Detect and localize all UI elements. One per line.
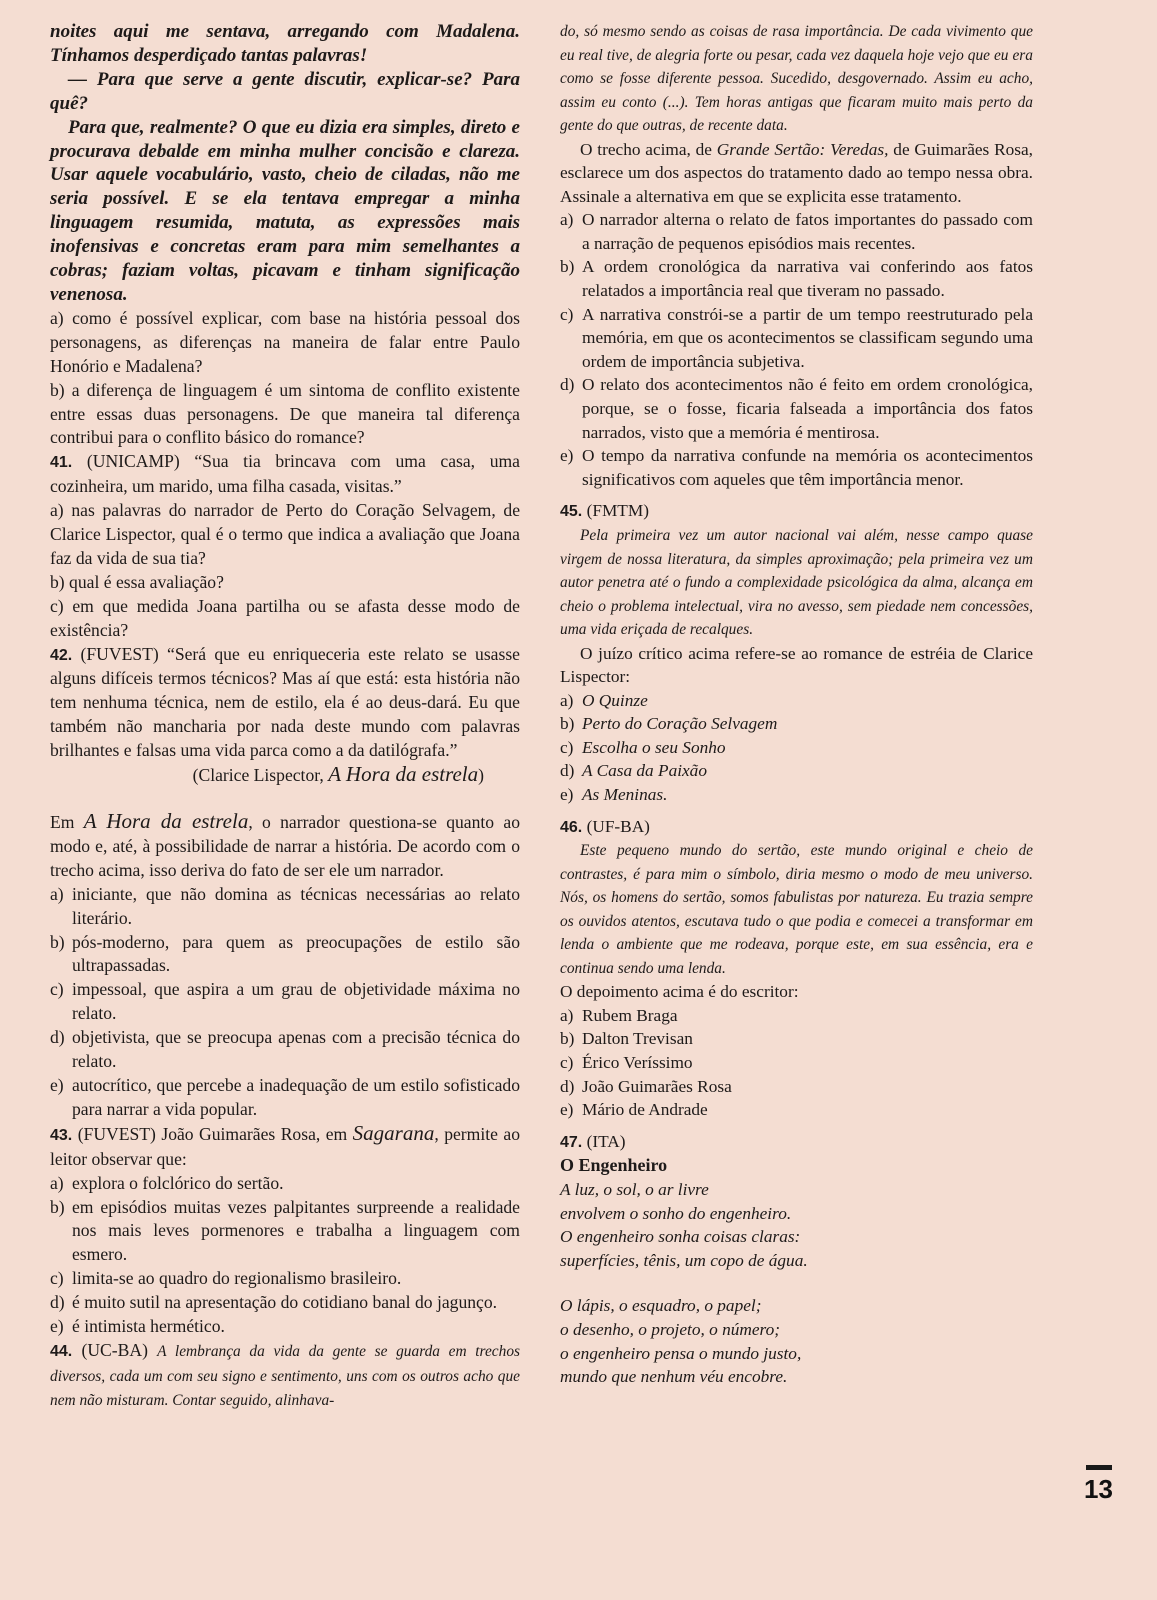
q45-option-b [560, 712, 1033, 736]
option-letter: c) [50, 979, 64, 1000]
q43-option-c [50, 1267, 520, 1291]
option-letter: a) [50, 883, 64, 904]
option-text: João Guimarães Rosa [582, 1076, 732, 1096]
q43-option-d [50, 1291, 520, 1315]
option-text: explora o folclórico do sertão. [72, 1172, 284, 1193]
q43-book-title: Sagarana [352, 1120, 435, 1145]
option-text: A Casa da Paixão [582, 761, 707, 781]
option-text: limita-se ao quadro do regionalismo brasileiro. [72, 1268, 402, 1289]
option-letter: d) [560, 375, 575, 395]
poem-line: A luz, o sol, o ar livre [560, 1180, 709, 1199]
option-letter: b) [50, 1196, 65, 1217]
poem-line: o desenho, o projeto, o número; [560, 1319, 780, 1339]
q45-option-c [560, 736, 1033, 760]
option-letter: b) [50, 931, 65, 952]
q46-option-e [560, 1098, 1033, 1122]
q42-statement [50, 643, 520, 764]
option-text: As Meninas. [582, 785, 668, 805]
q41-text: (UNICAMP) “Sua tia brincava com uma casa, uma cozinheira, um marido, uma filha casada, visitas.” [50, 451, 520, 497]
q46-source: (UF-BA) [586, 816, 650, 836]
option-text: Mário de Andrade [582, 1100, 708, 1120]
q45-option-d [560, 759, 1033, 783]
q44-option-b [560, 255, 1033, 302]
poem-line: o engenheiro pensa o mundo justo, [560, 1343, 802, 1363]
option-letter: c) [560, 737, 574, 757]
q44-option-e [560, 444, 1033, 491]
q42-option-b [50, 931, 520, 979]
q47-number: 47. [560, 1133, 583, 1151]
q43-option-a [50, 1172, 520, 1196]
q44-quote-continuation: do, só mesmo sendo as coisas de rasa importância. De cada vivimento que eu real tive, de alegria forte ou pesar, cada vez daquela hoje vejo que eu era como se fosse diferente pessoa. Sucedido, desgovernado. Assim eu acho, assim eu conto (...). Tem horas antigas que ficaram muito mais perto da gente do que outras, de recente data. [560, 23, 1033, 134]
q42-option-c [50, 978, 520, 1026]
poem-line: O lápis, o esquadro, o papel; [560, 1296, 762, 1316]
q44-statement [50, 1339, 520, 1413]
q45-number: 45. [560, 503, 583, 521]
q46-heading [560, 815, 1033, 840]
q42-number: 42. [50, 646, 73, 664]
q44-option-d [560, 373, 1033, 444]
q45-heading [560, 499, 1033, 524]
option-letter: d) [560, 1076, 575, 1096]
q44-source: (UC-BA) [81, 1339, 148, 1360]
q46-option-b [560, 1027, 1033, 1051]
poem-line: mundo que nenhum véu encobre. [560, 1367, 788, 1387]
option-text: é muito sutil na apresentação do cotidiano banal do jagunço. [72, 1292, 498, 1313]
q41-item: a) nas palavras do narrador de Perto do Coração Selvagem, de Clarice Lispector, qual é o termo que indica a avaliação que Joana faz da vida de sua tia? [50, 500, 520, 568]
option-letter: b) [560, 714, 575, 734]
option-letter: b) [560, 257, 575, 277]
option-letter: d) [560, 761, 575, 781]
q45-option-e [560, 783, 1033, 807]
q40-item: b) a diferença de linguagem é um sintoma de conflito existente entre essas duas personagens. De que maneira tal diferença contribui para o conflito básico do romance? [50, 379, 520, 448]
option-letter: e) [560, 785, 574, 805]
option-letter: d) [50, 1292, 65, 1313]
q46-option-d [560, 1075, 1033, 1099]
excerpt-paragraph: — Para que serve a gente discutir, explicar-se? Para quê? [50, 68, 520, 114]
q42-option-d [50, 1026, 520, 1074]
option-text: O narrador alterna o relato de fatos importantes do passado com a narração de pequenos episódios mais recentes. [582, 210, 1033, 253]
option-text: autocrítico, que percebe a inadequação de um estilo sofisticado para narrar a vida popular. [72, 1074, 520, 1119]
q43-text: (FUVEST) João Guimarães Rosa, em [77, 1123, 348, 1144]
q43-text: , permite ao leitor observar que: [50, 1123, 520, 1169]
option-letter: a) [560, 210, 574, 230]
q43-option-b [50, 1196, 520, 1268]
option-text: Perto do Coração Selvagem [582, 714, 778, 734]
prompt-text: Em [50, 812, 75, 832]
q42-option-a [50, 883, 520, 931]
excerpt-paragraph: Para que, realmente? O que eu dizia era simples, direto e procurava debalde em minha mulher concisão e clareza. Usar aquele vocabulário, vasto, cheio de ciladas, não me seria possível. E se ela tentava empregar a minha linguagem resumida, matuta, as expressões mais inofensivas e concretas eram para mim semelhantes a cobras; faziam voltas, picavam e tinham significação venenosa. [50, 116, 520, 305]
excerpt-paragraph: noites aqui me sentava, arregando com Madalena. Tínhamos desperdiçado tantas palavras! [50, 21, 520, 66]
q44-prompt [560, 138, 1033, 209]
q43-statement [50, 1122, 520, 1172]
option-letter: e) [50, 1316, 64, 1337]
poem-stanza-2 [560, 1294, 1033, 1388]
option-letter: a) [50, 1172, 64, 1193]
q45-prompt: O juízo crítico acima refere-se ao romance de estréia de Clarice Lispector: [560, 643, 1033, 687]
page-number-bar [1086, 1465, 1112, 1470]
option-text: O Quinze [582, 690, 648, 710]
q41-item: b) qual é essa avaliação? [50, 571, 224, 592]
q41-number: 41. [50, 454, 73, 472]
q42-option-e [50, 1074, 520, 1122]
q45-source: (FMTM) [586, 501, 649, 521]
q44-option-c [560, 303, 1033, 374]
q42-prompt [50, 810, 520, 883]
q45-quote: Pela primeira vez um autor nacional vai além, nesse campo quase virgem de nossa literatura, da simples aproximação; pela primeira vez um autor penetra até o fundo a complexidade psicológica da alma, alcança em cheio o problema intelectual, vira no avesso, sem piedade nem concessões, uma vida eriçada de recalques. [560, 527, 1033, 638]
option-letter: a) [560, 1005, 574, 1025]
q41-item: c) em que medida Joana partilha ou se afasta desse modo de existência? [50, 595, 520, 640]
q42-citation [50, 763, 520, 788]
prompt-text: de Guimarães Rosa, esclarece um dos aspectos do tratamento dado ao tempo nessa obra. Assinale a alternativa em que se explicita esse tratamento. [560, 139, 1033, 206]
option-letter: e) [560, 1100, 574, 1120]
citation-author: (Clarice Lispector, [192, 765, 324, 786]
q47-heading [560, 1130, 1033, 1155]
right-column [560, 20, 1033, 1389]
q44-quote: A lembrança da vida da gente se guarda em trechos diversos, cada um com seu signo e sentimento, uns com os outros acho que nem não misturam. Contar seguido, alinhava- [50, 1342, 520, 1410]
q44-option-a [560, 208, 1033, 255]
option-text: A ordem cronológica da narrativa vai conferindo aos fatos relatados a importância real que tiveram no passado. [582, 257, 1033, 301]
option-letter: d) [50, 1027, 65, 1048]
option-letter: e) [560, 446, 574, 466]
option-text: em episódios muitas vezes palpitantes surpreende a realidade nos mais leves pormenores e trabalha a linguagem com esmero. [72, 1196, 520, 1265]
option-letter: c) [560, 1053, 574, 1073]
q46-prompt: O depoimento acima é do escritor: [560, 982, 799, 1002]
option-text: A narrativa constrói-se a partir de um tempo reestruturado pela memória, em que os acontecimentos se classificam segundo uma ordem de importância subjetiva. [582, 304, 1033, 371]
poem-title: O Engenheiro [560, 1155, 668, 1176]
left-column [50, 20, 520, 1413]
q40-item: a) como é possível explicar, com base na história pessoal dos personagens, as diferenças na maneira de falar entre Paulo Honório e Madalena? [50, 307, 520, 376]
option-letter: c) [50, 1268, 64, 1289]
q44-number: 44. [50, 1342, 73, 1360]
option-letter: a) [560, 690, 574, 710]
poem-stanza-1 [560, 1178, 1033, 1272]
q46-number: 46. [560, 818, 583, 836]
option-text: Érico Veríssimo [582, 1053, 693, 1073]
citation-title: A Hora da estrela [328, 762, 479, 787]
poem-line: envolvem o sonho do engenheiro. [560, 1203, 792, 1223]
q45-option-a [560, 689, 1033, 713]
option-letter: b) [560, 1029, 575, 1049]
prompt-book-title: A Hora da estrela [83, 809, 249, 833]
prompt-book-title: Grande Sertão: Veredas, [716, 139, 889, 159]
option-letter: e) [50, 1074, 64, 1095]
prompt-text: O trecho acima, de [580, 139, 712, 159]
q46-option-a [560, 1004, 1033, 1028]
option-text: iniciante, que não domina as técnicas necessárias ao relato literário. [72, 883, 520, 928]
option-text: Dalton Trevisan [582, 1029, 693, 1049]
citation-close: ) [478, 765, 484, 786]
option-text: objetivista, que se preocupa apenas com a precisão técnica do relato. [72, 1027, 520, 1072]
q42-text: (FUVEST) “Será que eu enriqueceria este relato se usasse alguns difíceis termos técnicos? Mas aí que está: esta história não tem nenhuma técnica, nem de estilo, ela é ao deus-dará. Eu que também não mancharia por nada deste mundo com palavras brilhantes e falsas uma vida parca como a da datilógrafa.” [50, 643, 520, 761]
poem-line: O engenheiro sonha coisas claras: [560, 1227, 801, 1247]
option-letter: c) [560, 304, 574, 324]
q41-statement [50, 450, 520, 499]
option-text: é intimista hermético. [72, 1316, 225, 1337]
page-number: 13 [1084, 1474, 1113, 1504]
option-text: O relato dos acontecimentos não é feito em ordem cronológica, porque, se o fosse, ficaria falseada a importância dos fatos narrados, visto que a memória é mentirosa. [582, 375, 1033, 442]
q46-quote: Este pequeno mundo do sertão, este mundo original e cheio de contrastes, é para mim o símbolo, diria mesmo o modo de meu universo. Nós, os homens do sertão, somos fabulistas por natureza. Eu trazia sempre os ouvidos atentos, escutava tudo o que podia e comecei a transformar em lenda o ambiente que me rodeava, porque este, em sua essência, era e continua sendo uma lenda. [560, 842, 1033, 977]
option-text: O tempo da narrativa confunde na memória os acontecimentos significativos com aqueles que têm importância menor. [582, 446, 1033, 489]
q43-number: 43. [50, 1126, 73, 1144]
q43-option-e [50, 1315, 520, 1339]
option-text: impessoal, que aspira a um grau de objetividade máxima no relato. [72, 979, 520, 1024]
option-text: Escolha o seu Sonho [582, 737, 726, 757]
q47-source: (ITA) [586, 1131, 626, 1151]
poem-line: superfícies, tênis, um copo de água. [560, 1250, 808, 1270]
option-text: Rubem Braga [582, 1005, 678, 1025]
prompt-text: , o narrador questiona-se quanto ao modo e, até, à possibilidade de narrar a história. De acordo com o trecho acima, isso deriva do fato de ser ele um narrador. [50, 812, 520, 880]
q46-option-c [560, 1051, 1033, 1075]
option-text: pós-moderno, para quem as preocupações de estilo são ultrapassadas. [72, 931, 520, 976]
